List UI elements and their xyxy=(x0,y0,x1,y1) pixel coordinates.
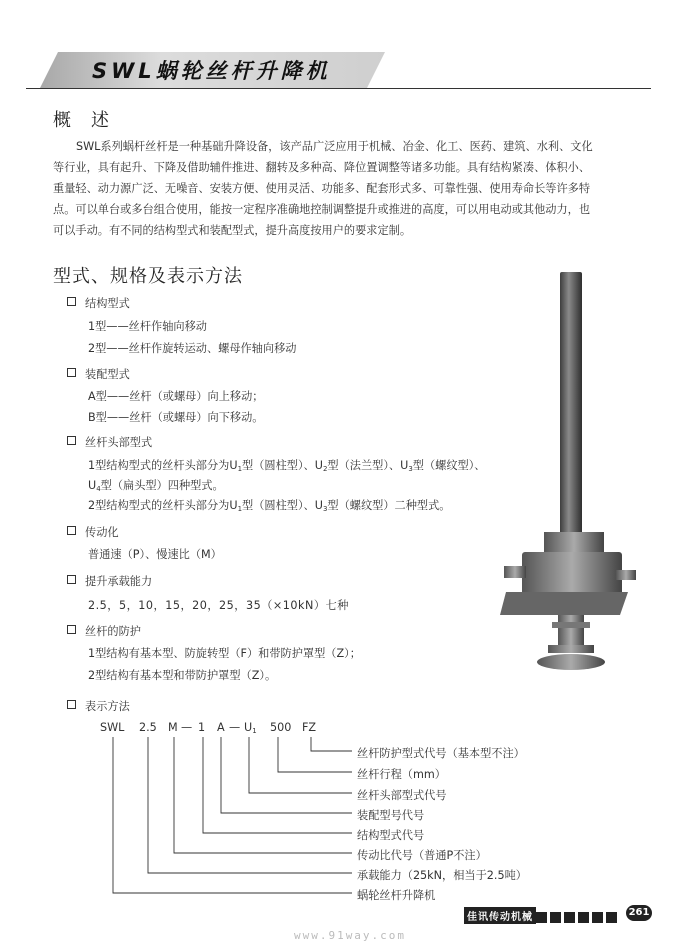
head-line-2: $U_4$型（扁头型）四种型式。 xyxy=(88,479,224,493)
explanation-structure: 结构型式代号 xyxy=(357,829,425,842)
capacity-line-1: 2.5，5，10，15，20，25，35（×10kN）七种 xyxy=(88,599,349,612)
drive-line-1: 普通速（P）、慢速比（M） xyxy=(88,548,222,561)
header-divider xyxy=(26,88,651,89)
assembly-line-2: B型——丝杆（或螺母）向下移动。 xyxy=(88,411,264,424)
structure-line-2: 2型——丝杆作旋转运动、螺母作轴向移动 xyxy=(88,342,297,355)
overview-heading: 概 述 xyxy=(53,110,110,131)
protection-line-1: 1型结构有基本型、防旋转型（F）和带防护罩型（Z）； xyxy=(88,647,361,660)
assembly-section-title: 装配型式 xyxy=(67,366,130,382)
footer-brand-label: 佳讯传动机械 xyxy=(464,907,536,924)
page-number: 261 xyxy=(626,905,652,921)
overview-line: 点。可以单台或多台组合使用，能按一定程序准确地控制调整提升或推进的高度，可以用电动或其他动力，也 xyxy=(53,203,591,216)
checkbox-bullet-icon xyxy=(67,297,76,306)
overview-line: 等行业，具有起升、下降及借助辅件推进、翻转及多种高、降位置调整等诸多功能。具有结构紧凑、体积小、 xyxy=(53,161,591,174)
code-capacity: 2.5 xyxy=(139,721,157,734)
explanation-protection: 丝杆防护型式代号（基本型不注） xyxy=(357,747,525,760)
explanation-stroke: 丝杆行程（mm） xyxy=(357,768,446,781)
explanation-product: 蜗轮丝杆升降机 xyxy=(357,889,436,902)
assembly-line-1: A型——丝杆（或螺母）向上移动； xyxy=(88,390,264,403)
notation-section-title: 表示方法 xyxy=(67,698,130,714)
overview-line: 重量轻、动力源广泛、无噪音、安装方便、使用灵活、功能多、配套形式多、可靠性强、使用寿命长等许多特 xyxy=(53,182,591,195)
checkbox-bullet-icon xyxy=(67,368,76,377)
page-title: SWL蜗轮丝杆升降机 xyxy=(92,59,331,83)
structure-line-1: 1型——丝杆作轴向移动 xyxy=(88,320,207,333)
code-swl: SWL xyxy=(100,721,125,734)
explanation-head: 丝杆头部型式代号 xyxy=(357,789,447,802)
explanation-capacity: 承载能力（25kN，相当于2.5吨） xyxy=(357,869,527,882)
structure-section-title: 结构型式 xyxy=(67,295,130,311)
overview-paragraph xyxy=(53,136,653,241)
footer-decoration xyxy=(536,908,620,927)
code-structure: 1 xyxy=(198,721,206,734)
head-section-title: 丝杆头部型式 xyxy=(67,434,152,450)
code-dash: — xyxy=(181,721,193,734)
drive-section-title: 传动化 xyxy=(67,524,119,540)
overview-line: 可以手动。有不同的结构型式和装配型式，提升高度按用户的要求定制。 xyxy=(53,224,412,237)
code-drive: M xyxy=(168,721,178,734)
code-dash: — xyxy=(229,721,241,734)
checkbox-bullet-icon xyxy=(67,575,76,584)
head-line-1: 1型结构型式的丝杆头部分为$U_1$型（圆柱型）、$U_2$型（法兰型）、$U_3$型（螺纹型）、 xyxy=(88,459,486,473)
overview-line: SWL系列蜗杆丝杆是一种基础升降设备，该产品广泛应用于机械、冶金、化工、医药、建筑、水利、文化 xyxy=(76,140,593,153)
head-line-3: 2型结构型式的丝杆头部分为$U_1$型（圆柱型）、$U_3$型（螺纹型）二种型式。 xyxy=(88,499,451,513)
checkbox-bullet-icon xyxy=(67,526,76,535)
protection-line-2: 2型结构有基本型和带防护罩型（Z）。 xyxy=(88,669,277,682)
spec-heading: 型式、规格及表示方法 xyxy=(53,266,243,287)
screw-jack-product-image xyxy=(500,270,640,685)
code-stroke: 500 xyxy=(270,721,292,734)
explanation-drive: 传动比代号（普通P不注） xyxy=(357,849,487,862)
code-assembly: A xyxy=(217,721,225,734)
code-protection: FZ xyxy=(302,721,317,734)
capacity-section-title: 提升承载能力 xyxy=(67,573,152,589)
checkbox-bullet-icon xyxy=(67,700,76,709)
checkbox-bullet-icon xyxy=(67,436,76,445)
explanation-assembly: 装配型号代号 xyxy=(357,809,425,822)
checkbox-bullet-icon xyxy=(67,625,76,634)
code-head: $U_1$ xyxy=(244,721,257,735)
protection-section-title: 丝杆的防护 xyxy=(67,623,141,639)
watermark-text: www.91way.com xyxy=(293,929,407,942)
